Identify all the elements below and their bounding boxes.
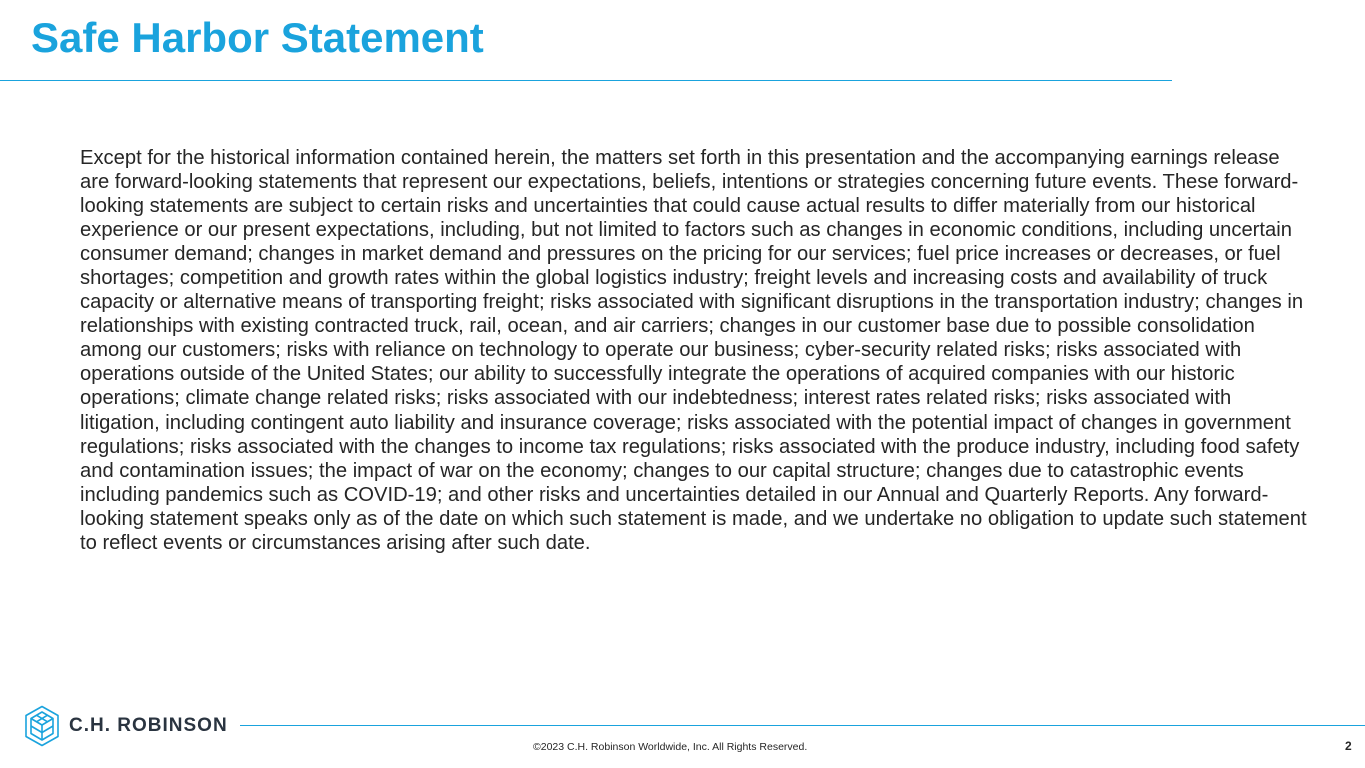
footer-divider xyxy=(240,725,1365,726)
copyright-notice: ©2023 C.H. Robinson Worldwide, Inc. All Rights Reserved. xyxy=(533,741,808,753)
title-divider xyxy=(0,80,1172,81)
hexagon-cube-icon xyxy=(24,705,60,747)
logo-wordmark: C.H. ROBINSON xyxy=(69,715,228,736)
slide-title: Safe Harbor Statement xyxy=(31,14,484,61)
safe-harbor-body: Except for the historical information contained herein, the matters set forth in this presentation and the accompanying earnings release are forward-looking statements that represent our expectations, beliefs, intentions or strategies concerning future events. These forward-looking statements are subject to certain risks and uncertainties that could cause actual results to differ materially from our historical experience or our present expectations, including, but not limited to factors such as changes in economic conditions, including uncertain consumer demand; changes in market demand and pressures on the pricing for our services; fuel price increases or decreases, or fuel shortages; competition and growth rates within the global logistics industry; freight levels and increasing costs and availability of truck capacity or alternative means of transporting freight; risks associated with significant disruptions in the transportation industry; changes in relationships with existing contracted truck, rail, ocean, and air carriers; changes in our customer base due to possible consolidation among our customers; risks with reliance on technology to operate our business; cyber-security related risks; risks associated with operations outside of the United States; our ability to successfully integrate the operations of acquired companies with our historic operations; climate change related risks; risks associated with our indebtedness; interest rates related risks; risks associated with litigation, including contingent auto liability and insurance coverage; risks associated with the potential impact of changes in government regulations; risks associated with the changes to income tax regulations; risks associated with the produce industry, including food safety and contamination issues; the impact of war on the economy; changes to our capital structure; changes due to catastrophic events including pandemics such as COVID-19; and other risks and uncertainties detailed in our Annual and Quarterly Reports. Any forward-looking statement speaks only as of the date on which such statement is made, and we undertake no obligation to update such statement to reflect events or circumstances arising after such date. xyxy=(80,147,1307,554)
page-number: 2 xyxy=(1345,739,1352,753)
company-logo xyxy=(24,704,228,748)
